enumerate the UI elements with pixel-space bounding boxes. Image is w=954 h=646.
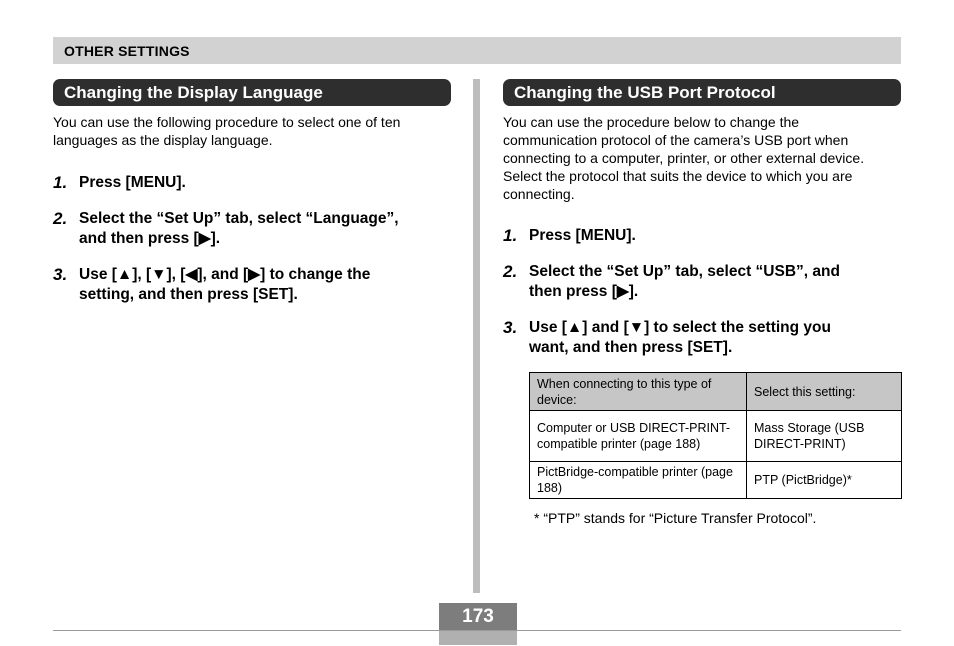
step-number: 2.: [503, 262, 518, 281]
right-step-2: [503, 262, 840, 302]
step-text: [79, 209, 399, 249]
step-line: Use [▲], [▼], [◀], and [▶] to change the: [79, 266, 371, 283]
table-cell: PictBridge-compatible printer (page 188): [530, 462, 747, 499]
footnote: * “PTP” stands for “Picture Transfer Protocol”.: [534, 510, 817, 526]
step-text: [79, 265, 370, 305]
step-number: 3.: [53, 265, 68, 284]
right-step-1: [503, 226, 636, 246]
page-number: 173: [439, 603, 517, 630]
step-number: 1.: [503, 226, 518, 245]
table-header-cell: When connecting to this type of device:: [530, 373, 747, 411]
left-intro-line: languages as the display language.: [53, 132, 273, 148]
step-line: then press [▶].: [529, 283, 639, 300]
step-line: Select the “Set Up” tab, select “USB”, and: [529, 263, 840, 280]
section-header-bar: [53, 37, 901, 64]
step-text: [529, 226, 636, 246]
left-section-title: Changing the Display Language: [53, 79, 451, 106]
table-row: [530, 411, 902, 462]
left-step-3: [53, 265, 370, 305]
page-number-block: [439, 603, 517, 645]
step-text: [529, 262, 840, 302]
right-intro-line: connecting to a computer, printer, or other external device.: [503, 150, 865, 166]
step-number: 3.: [503, 318, 518, 337]
column-divider: [473, 79, 480, 593]
step-line: Use [▲] and [▼] to select the setting you: [529, 319, 831, 336]
table-cell: Mass Storage (USB DIRECT-PRINT): [747, 411, 902, 462]
step-text: [529, 318, 831, 358]
section-header-label: OTHER SETTINGS: [64, 43, 190, 59]
table-cell: Computer or USB DIRECT-PRINT-compatible printer (page 188): [530, 411, 747, 462]
step-line: want, and then press [SET].: [529, 339, 733, 356]
usb-protocol-table: [529, 372, 902, 499]
bottom-rule: [53, 630, 901, 631]
step-line: Press [MENU].: [79, 174, 186, 191]
table-header-row: [530, 373, 902, 411]
table-row: [530, 462, 902, 499]
step-number: 1.: [53, 173, 68, 192]
right-intro: [503, 113, 903, 203]
right-section-title: Changing the USB Port Protocol: [503, 79, 901, 106]
step-number: 2.: [53, 209, 68, 228]
step-line: Select the “Set Up” tab, select “Language”,: [79, 210, 399, 227]
step-line: setting, and then press [SET].: [79, 286, 298, 303]
table-header-cell: Select this setting:: [747, 373, 902, 411]
right-intro-line: connecting.: [503, 186, 575, 202]
right-intro-line: You can use the procedure below to change the: [503, 114, 800, 130]
step-text: [79, 173, 186, 193]
step-line: and then press [▶].: [79, 230, 221, 247]
left-intro-line: You can use the following procedure to select one of ten: [53, 114, 401, 130]
left-step-2: [53, 209, 399, 249]
table-cell: PTP (PictBridge)*: [747, 462, 902, 499]
right-intro-line: communication protocol of the camera’s USB port when: [503, 132, 849, 148]
left-intro: [53, 113, 463, 149]
right-step-3: [503, 318, 831, 358]
right-intro-line: Select the protocol that suits the device to which you are: [503, 168, 853, 184]
left-step-1: [53, 173, 186, 193]
step-line: Press [MENU].: [529, 227, 636, 244]
